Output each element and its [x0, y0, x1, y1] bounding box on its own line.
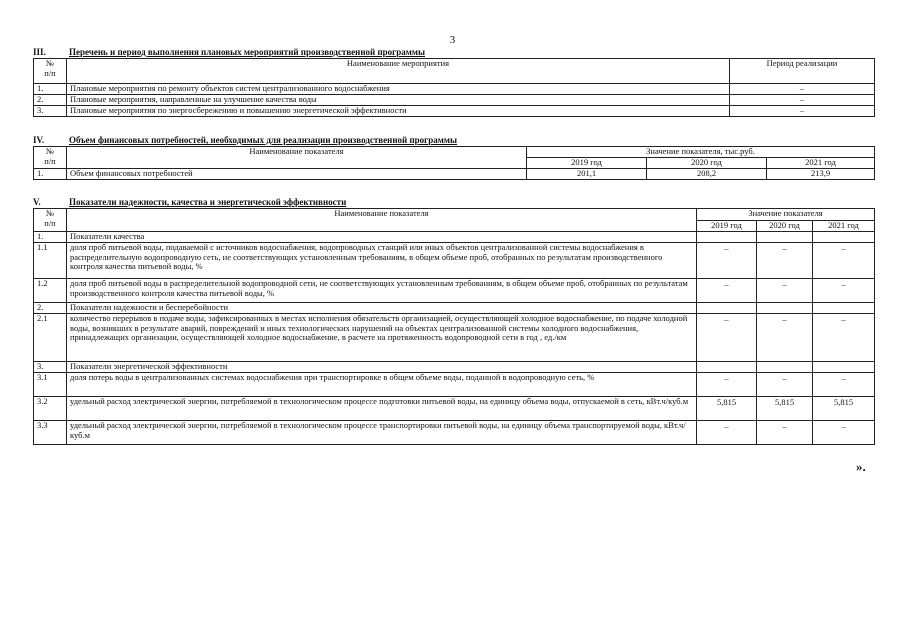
section-5-number: V. — [33, 197, 41, 207]
row-number: 3.1 — [34, 373, 67, 397]
table-row — [34, 232, 875, 243]
row-number: 3. — [34, 362, 67, 373]
row-name: удельный расход электрической энергии, потребляемой в технологическом процессе подготовки питьевой воды, на единицу объема воды, отпускаемой в сеть, кВт.ч/куб.м — [67, 397, 697, 421]
table-row — [34, 169, 875, 180]
s3-head-name: Наименование мероприятия — [67, 59, 730, 84]
row-name: доля проб питьевой воды, подаваемой с источников водоснабжения, водопроводных станций или иных объектов централизованной системы водоснабжения в распределительную водопроводную сеть, не соответствующих установленным требованиям, в общем объеме проб, отобранных по результатам производственного контроля качества питьевой воды, % — [67, 243, 697, 279]
section-3-heading — [33, 47, 425, 57]
row-number: 1. — [34, 84, 67, 95]
row-period: – — [730, 84, 875, 95]
section-3-number: III. — [33, 47, 46, 57]
row-value-2020: – — [757, 421, 813, 445]
row-period: – — [730, 106, 875, 117]
section-4-heading — [33, 135, 457, 145]
row-number: 3. — [34, 106, 67, 117]
row-value-2020: – — [757, 314, 813, 362]
table-row — [34, 303, 875, 314]
row-value-2021 — [813, 232, 875, 243]
s4-head-value: Значение показателя, тыс.руб. — [527, 147, 875, 158]
row-value-2020 — [757, 362, 813, 373]
row-number: 1. — [34, 169, 67, 180]
row-value-2019: – — [697, 243, 757, 279]
table-row — [34, 279, 875, 303]
s5-head-no: № п/п — [34, 209, 67, 232]
row-value-2019: – — [697, 279, 757, 303]
row-name: Плановые мероприятия по энергосбережению и повышению энергетической эффективности — [67, 106, 730, 117]
closing-quote: ». — [856, 459, 866, 474]
row-period: – — [730, 95, 875, 106]
table-row — [34, 373, 875, 397]
s4-head-no: № п/п — [34, 147, 67, 169]
table-row — [34, 314, 875, 362]
s4-head-name: Наименование показателя — [67, 147, 527, 169]
row-name: Показатели качества — [67, 232, 697, 243]
row-value-2020: – — [757, 243, 813, 279]
row-name: доля потерь воды в централизованных системах водоснабжения при транспортировке в общем объеме воды, поданной в водопроводную сеть, % — [67, 373, 697, 397]
s5-head-name: Наименование показателя — [67, 209, 697, 232]
row-name: доля проб питьевой воды в распределительной водопроводной сети, не соответствующих установленным требованиям, в общем объеме проб, отобранных по результатам производственного контроля качества питьевой воды, % — [67, 279, 697, 303]
row-number: 3.3 — [34, 421, 67, 445]
section-3-table — [33, 58, 875, 117]
row-value-2021: – — [813, 243, 875, 279]
section-5-heading — [33, 197, 346, 207]
page-number: 3 — [449, 34, 456, 46]
row-number: 2. — [34, 303, 67, 314]
row-value-2021 — [813, 362, 875, 373]
s5-year-2019: 2019 год — [697, 221, 757, 232]
s3-head-no: № п/п — [34, 59, 67, 84]
table-row — [34, 397, 875, 421]
row-value-2020 — [757, 232, 813, 243]
row-value-2019: – — [697, 373, 757, 397]
s5-head-value: Значение показателя — [697, 209, 875, 221]
row-value-2020: – — [757, 279, 813, 303]
row-number: 1.1 — [34, 243, 67, 279]
table-row — [34, 243, 875, 279]
row-value-2019: – — [697, 314, 757, 362]
section-4-table — [33, 146, 875, 180]
row-value-2020: 208,2 — [647, 169, 767, 180]
row-number: 2. — [34, 95, 67, 106]
row-value-2019 — [697, 303, 757, 314]
row-value-2020: – — [757, 373, 813, 397]
row-value-2021: – — [813, 373, 875, 397]
row-name: Объем финансовых потребностей — [67, 169, 527, 180]
s5-year-2021: 2021 год — [813, 221, 875, 232]
row-name: количество перерывов в подаче воды, зафиксированных в местах исполнения обязательств организацией, осуществляющей холодное водоснабжение, по подаче холодной воды, возникших в результате аварий, повреждений и иных технологических нарушений на объектах централизованной системы холодного водоснабжения, принадлежащих организации, осуществляющей холодное водоснабжение, в расчете на протяженность водопроводной сети в год , ед./км — [67, 314, 697, 362]
row-value-2021: – — [813, 279, 875, 303]
row-value-2021 — [813, 303, 875, 314]
s4-year-2021: 2021 год — [767, 158, 875, 169]
s3-head-period: Период реализации — [730, 59, 875, 84]
row-number: 1.2 — [34, 279, 67, 303]
row-value-2021: 213,9 — [767, 169, 875, 180]
row-name: Плановые мероприятия по ремонту объектов систем централизованного водоснабжения — [67, 84, 730, 95]
row-value-2020: 5,815 — [757, 397, 813, 421]
section-5-title: Показатели надежности, качества и энергетической эффективности — [69, 197, 347, 207]
row-value-2021: 5,815 — [813, 397, 875, 421]
table-row — [34, 106, 875, 117]
row-value-2019: – — [697, 421, 757, 445]
row-value-2019 — [697, 362, 757, 373]
row-value-2020 — [757, 303, 813, 314]
row-name: Показатели энергетической эффективности — [67, 362, 697, 373]
s5-year-2020: 2020 год — [757, 221, 813, 232]
row-name: удельный расход электрической энергии, потребляемой в технологическом процессе транспортировки питьевой воды, на единицу объема транспортируемой воды, кВт.ч/куб.м — [67, 421, 697, 445]
s4-year-2019: 2019 год — [527, 158, 647, 169]
row-value-2019: 5,815 — [697, 397, 757, 421]
row-value-2019: 201,1 — [527, 169, 647, 180]
row-name: Плановые мероприятия, направленные на улучшение качества воды — [67, 95, 730, 106]
table-row — [34, 362, 875, 373]
section-5-table — [33, 208, 875, 445]
row-value-2019 — [697, 232, 757, 243]
table-row — [34, 421, 875, 445]
table-row — [34, 84, 875, 95]
section-3-title: Перечень и период выполнения плановых мероприятий производственной программы — [69, 47, 426, 57]
section-4-title: Объем финансовых потребностей, необходимых для реализации производственной программы — [69, 135, 458, 145]
table-row — [34, 95, 875, 106]
row-number: 1. — [34, 232, 67, 243]
section-4-number: IV. — [33, 135, 45, 145]
row-number: 3.2 — [34, 397, 67, 421]
row-value-2021: – — [813, 421, 875, 445]
row-number: 2.1 — [34, 314, 67, 362]
s4-year-2020: 2020 год — [647, 158, 767, 169]
row-value-2021: – — [813, 314, 875, 362]
row-name: Показатели надежности и бесперебойности — [67, 303, 697, 314]
